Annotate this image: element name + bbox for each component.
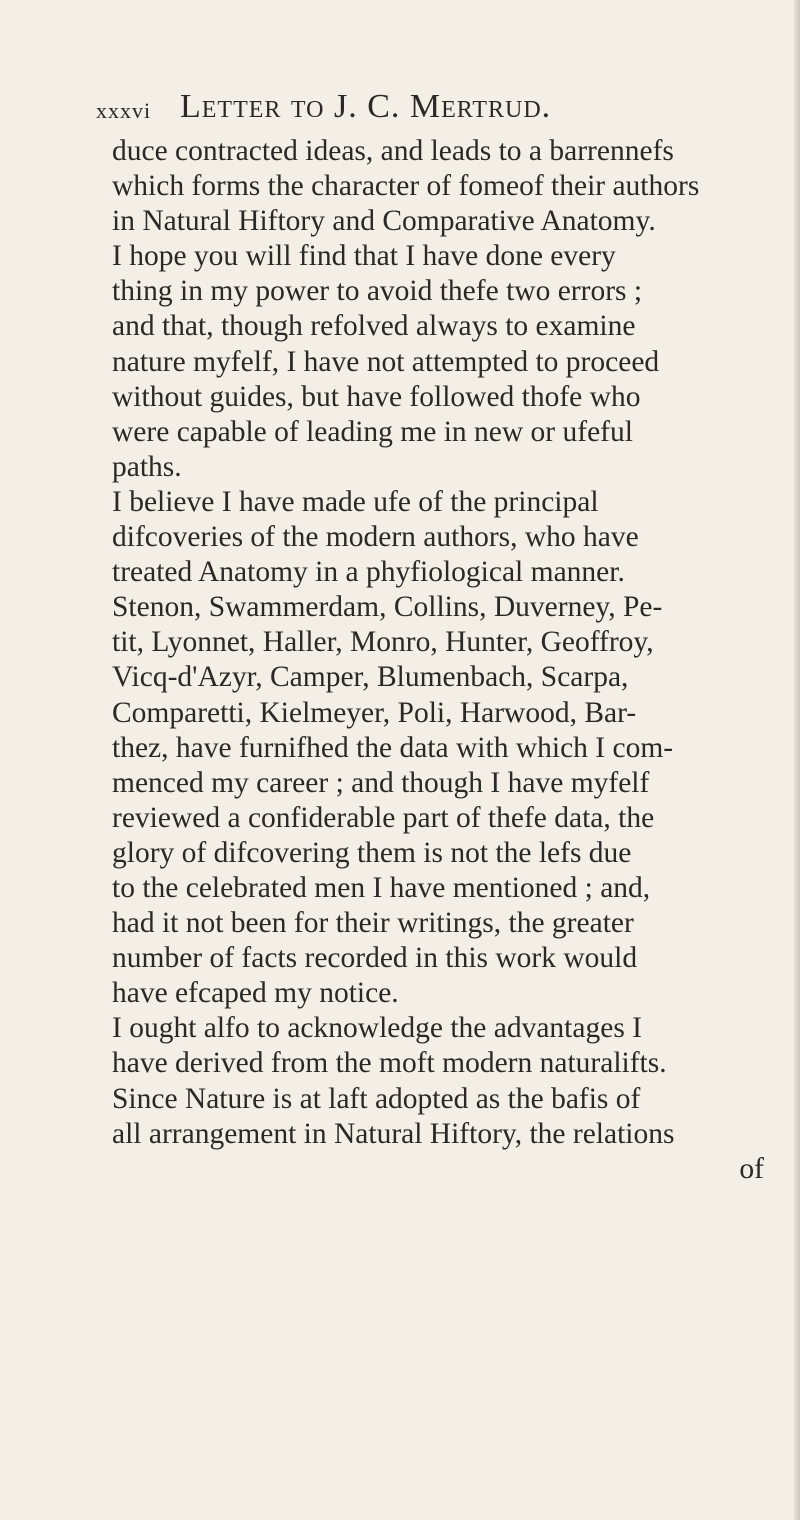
text-line: difcoveries of the modern authors, who have — [112, 521, 639, 554]
text-line: which forms the character of fomeof their authors — [112, 170, 700, 203]
text-line: I ought alfo to acknowledge the advantages I — [112, 1012, 642, 1045]
text-line: tit, Lyonnet, Haller, Monro, Hunter, Geoffroy, — [112, 626, 654, 659]
running-title: Letter to J. C. Mertrud. — [180, 88, 552, 125]
text-line: to the celebrated men I have mentioned ; and, — [112, 871, 651, 904]
page-number: xxxvi — [96, 98, 152, 123]
text-line: were capable of leading me in new or ufeful — [112, 415, 633, 448]
body-text — [112, 134, 800, 1187]
text-line: treated Anatomy in a phyfiological manner. — [112, 556, 625, 589]
text-line: thez, have furnifhed the data with which I com- — [112, 731, 674, 764]
text-line: reviewed a confiderable part of thefe data, the — [112, 801, 655, 834]
text-line: I believe I have made ufe of the principal — [112, 485, 599, 518]
text-line: Since Nature is at laft adopted as the bafis of — [112, 1082, 641, 1115]
text-line: have efcaped my notice. — [112, 977, 399, 1010]
page-header — [96, 88, 796, 124]
text-line: in Natural Hiftory and Comparative Anatomy. — [112, 205, 656, 238]
text-line: had it not been for their writings, the greater — [112, 907, 634, 940]
text-line: I hope you will find that I have done every — [112, 240, 616, 273]
text-line: without guides, but have followed thofe who — [112, 380, 641, 413]
text-line: Comparetti, Kielmeyer, Poli, Harwood, Bar- — [112, 696, 637, 729]
text-line: paths. — [112, 450, 182, 483]
text-line: Vicq-d'Azyr, Camper, Blumenbach, Scarpa, — [112, 661, 629, 694]
text-line: number of facts recorded in this work would — [112, 942, 638, 975]
text-line: menced my career ; and though I have myfelf — [112, 766, 650, 799]
text-line: nature myfelf, I have not attempted to proceed — [112, 345, 660, 378]
text-line: duce contracted ideas, and leads to a barrennefs — [112, 135, 674, 167]
text-line: have derived from the moft modern naturalifts. — [112, 1047, 667, 1080]
text-line: glory of difcovering them is not the lefs due — [112, 836, 632, 869]
catchword: of — [739, 1152, 764, 1185]
text-line: all arrangement in Natural Hiftory, the relations — [112, 1117, 675, 1150]
text-line: and that, though refolved always to examine — [112, 310, 636, 343]
text-line: thing in my power to avoid thefe two errors ; — [112, 275, 643, 308]
text-line: Stenon, Swammerdam, Collins, Duverney, Pe- — [112, 591, 663, 624]
